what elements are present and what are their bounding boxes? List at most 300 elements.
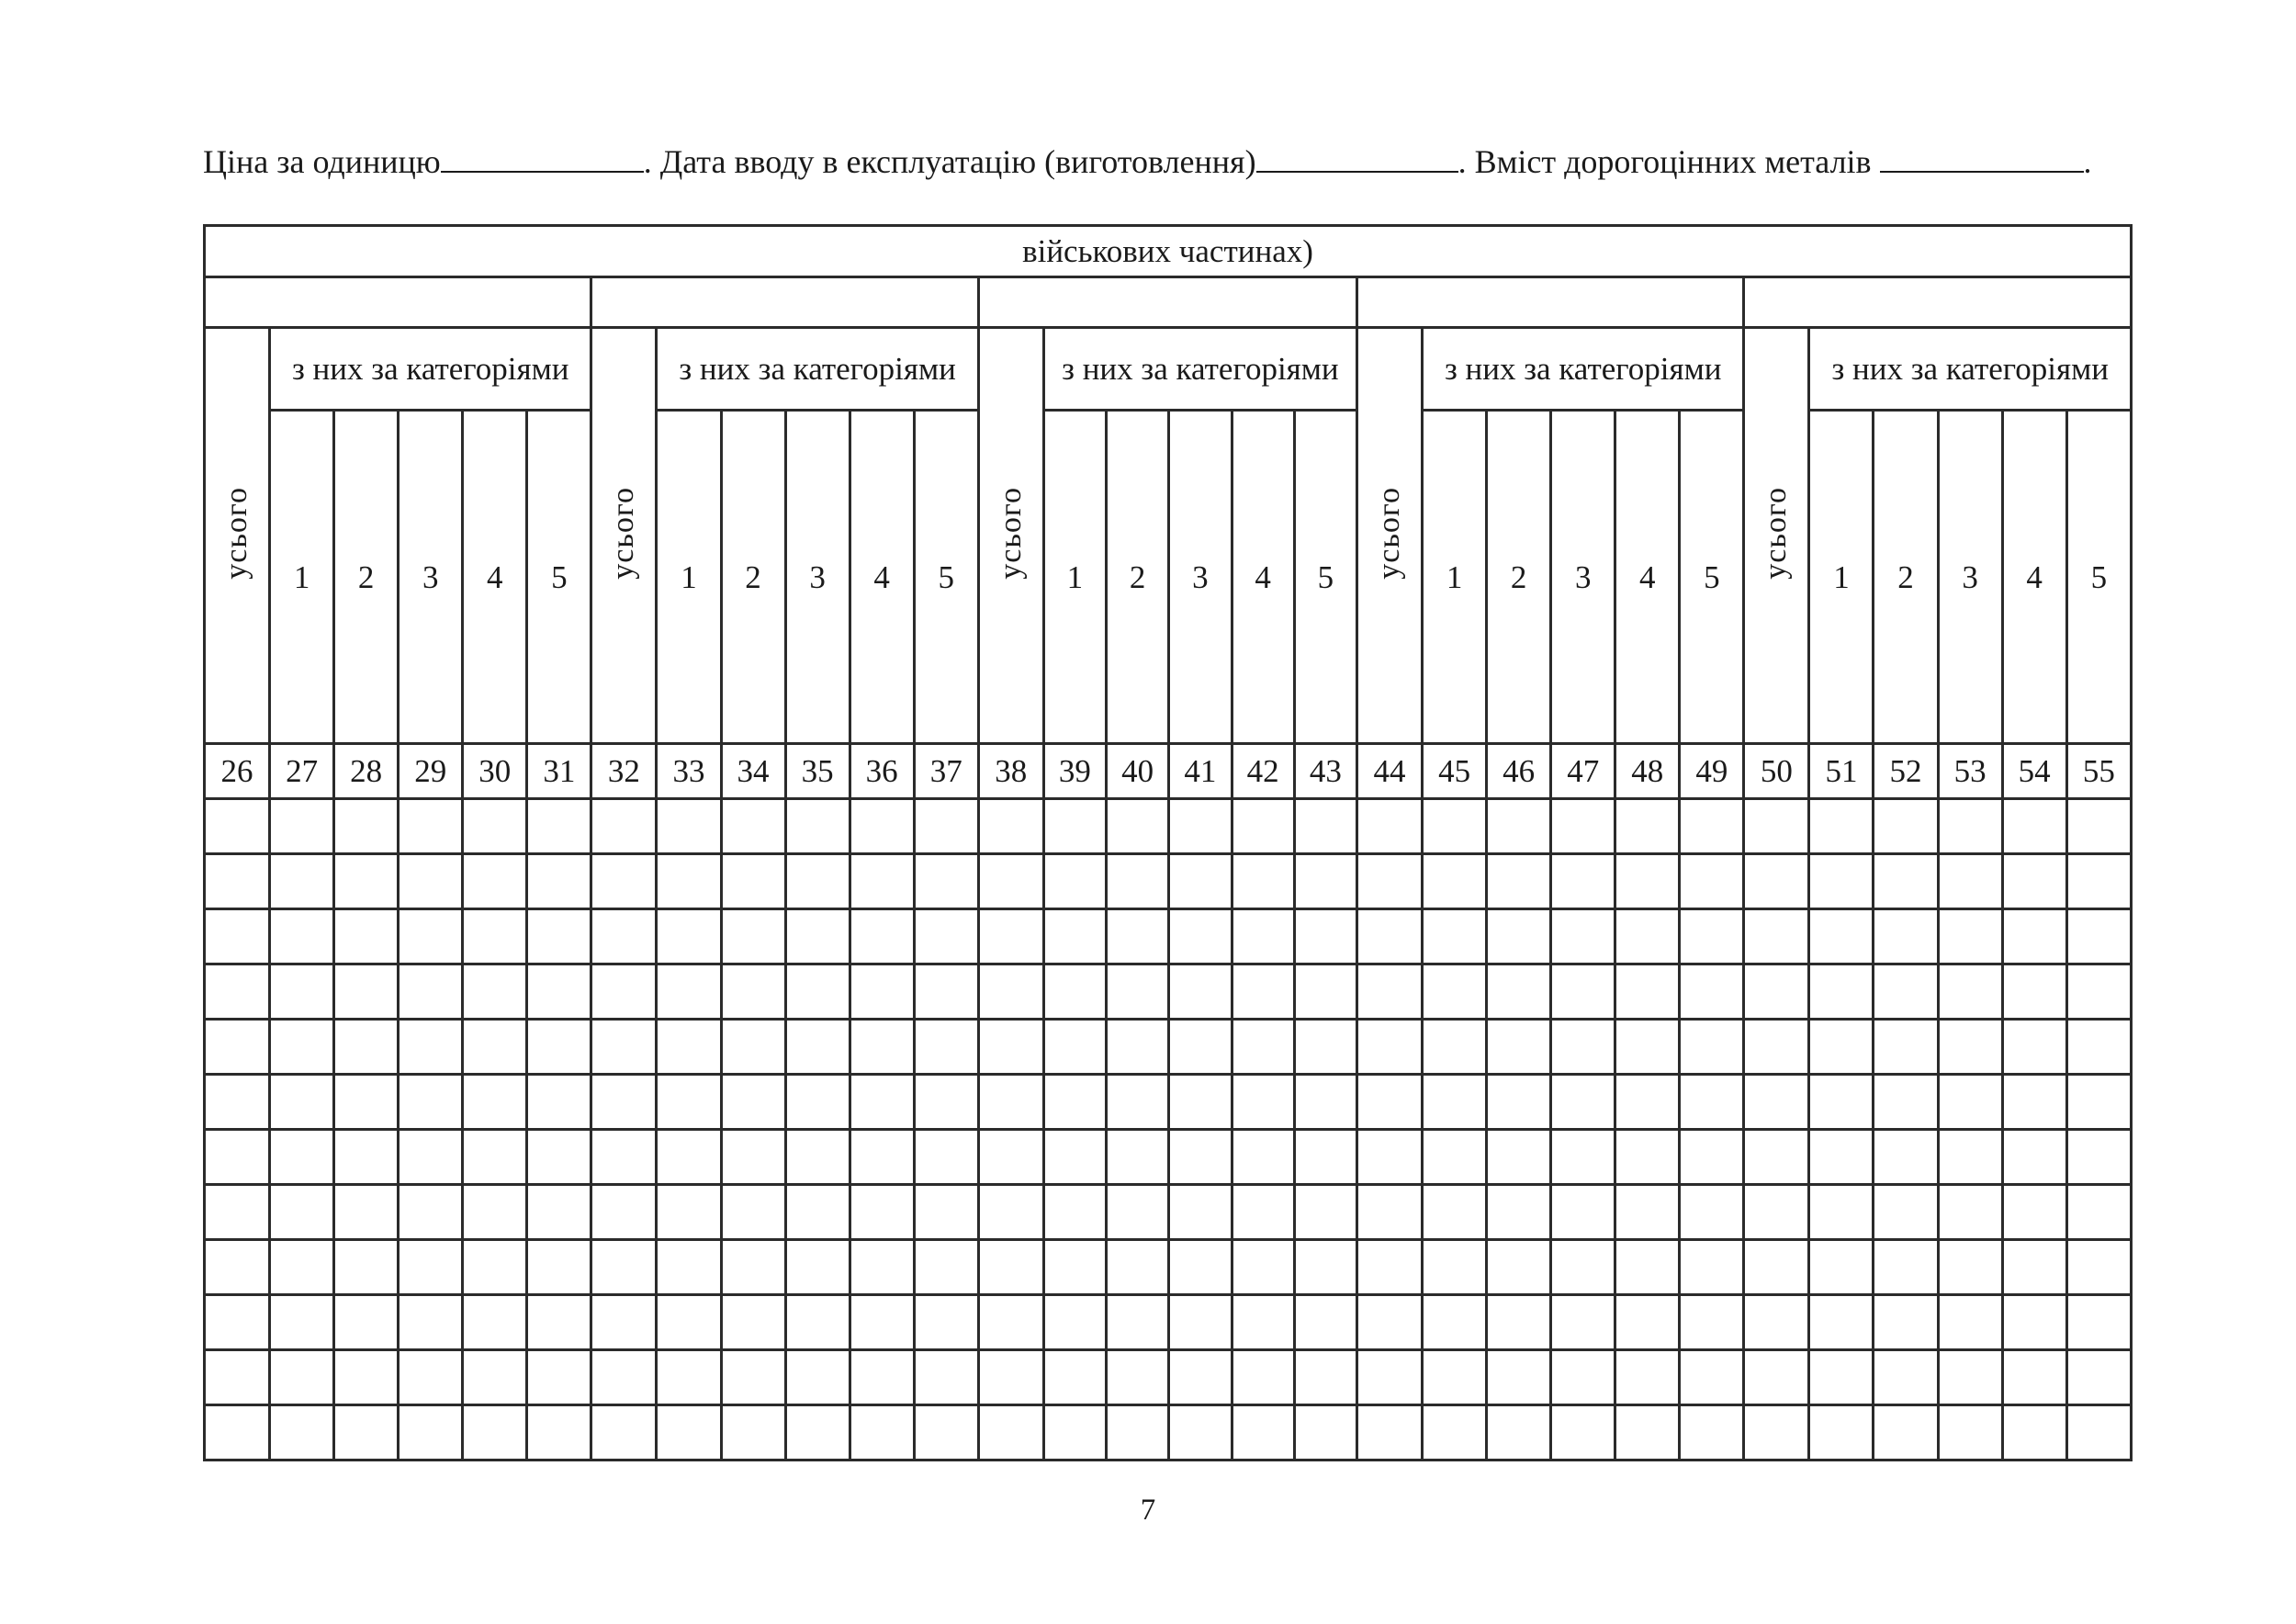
data-cell[interactable] (527, 909, 591, 964)
data-cell[interactable] (591, 909, 657, 964)
data-cell[interactable] (785, 1295, 850, 1350)
data-cell[interactable] (1874, 1350, 1938, 1405)
data-cell[interactable] (527, 1185, 591, 1240)
data-cell[interactable] (2066, 964, 2131, 1020)
data-cell[interactable] (721, 1295, 785, 1350)
data-cell[interactable] (334, 1020, 399, 1075)
data-cell[interactable] (2002, 1350, 2066, 1405)
data-cell[interactable] (721, 1185, 785, 1240)
data-cell[interactable] (1169, 1130, 1232, 1185)
data-cell[interactable] (399, 909, 463, 964)
data-cell[interactable] (1744, 1020, 1809, 1075)
data-cell[interactable] (1680, 1295, 1744, 1350)
data-cell[interactable] (1809, 799, 1874, 854)
data-cell[interactable] (1938, 909, 2002, 964)
data-cell[interactable] (2002, 1295, 2066, 1350)
data-cell[interactable] (1356, 1405, 1422, 1460)
data-cell[interactable] (591, 1020, 657, 1075)
data-cell[interactable] (2066, 1240, 2131, 1295)
data-cell[interactable] (1487, 1405, 1551, 1460)
data-cell[interactable] (2066, 1350, 2131, 1405)
data-cell[interactable] (463, 799, 527, 854)
data-cell[interactable] (785, 964, 850, 1020)
data-cell[interactable] (1938, 1350, 2002, 1405)
data-cell[interactable] (399, 1075, 463, 1130)
data-cell[interactable] (205, 799, 270, 854)
data-cell[interactable] (334, 799, 399, 854)
data-cell[interactable] (1356, 799, 1422, 854)
data-cell[interactable] (914, 1295, 978, 1350)
data-cell[interactable] (1107, 1240, 1169, 1295)
data-cell[interactable] (1169, 799, 1232, 854)
data-cell[interactable] (1744, 1240, 1809, 1295)
data-cell[interactable] (978, 1240, 1043, 1295)
data-cell[interactable] (1938, 1020, 2002, 1075)
data-cell[interactable] (1423, 909, 1487, 964)
data-cell[interactable] (1107, 1020, 1169, 1075)
data-cell[interactable] (527, 1405, 591, 1460)
data-cell[interactable] (399, 1295, 463, 1350)
data-cell[interactable] (1487, 1350, 1551, 1405)
data-cell[interactable] (1423, 1240, 1487, 1295)
data-cell[interactable] (205, 854, 270, 909)
data-cell[interactable] (1043, 1405, 1106, 1460)
data-cell[interactable] (1043, 799, 1106, 854)
data-cell[interactable] (657, 1405, 721, 1460)
data-cell[interactable] (463, 909, 527, 964)
data-cell[interactable] (591, 1240, 657, 1295)
data-cell[interactable] (1356, 1185, 1422, 1240)
data-cell[interactable] (2002, 1185, 2066, 1240)
data-cell[interactable] (657, 1020, 721, 1075)
data-cell[interactable] (205, 1185, 270, 1240)
data-cell[interactable] (1169, 1350, 1232, 1405)
data-cell[interactable] (1615, 799, 1680, 854)
data-cell[interactable] (1615, 1075, 1680, 1130)
data-cell[interactable] (1043, 964, 1106, 1020)
data-cell[interactable] (2066, 854, 2131, 909)
data-cell[interactable] (463, 1295, 527, 1350)
data-cell[interactable] (2066, 1185, 2131, 1240)
data-cell[interactable] (1680, 799, 1744, 854)
data-cell[interactable] (1169, 854, 1232, 909)
data-cell[interactable] (785, 1020, 850, 1075)
data-cell[interactable] (1551, 909, 1615, 964)
data-cell[interactable] (1294, 1130, 1356, 1185)
data-cell[interactable] (850, 1075, 914, 1130)
data-cell[interactable] (334, 1350, 399, 1405)
data-cell[interactable] (399, 854, 463, 909)
data-cell[interactable] (1551, 1295, 1615, 1350)
data-cell[interactable] (334, 964, 399, 1020)
data-cell[interactable] (850, 799, 914, 854)
data-cell[interactable] (1232, 1185, 1294, 1240)
data-cell[interactable] (2002, 1405, 2066, 1460)
data-cell[interactable] (785, 1240, 850, 1295)
data-cell[interactable] (1107, 964, 1169, 1020)
data-cell[interactable] (463, 964, 527, 1020)
data-cell[interactable] (1874, 909, 1938, 964)
data-cell[interactable] (2066, 909, 2131, 964)
data-cell[interactable] (1232, 909, 1294, 964)
data-cell[interactable] (334, 854, 399, 909)
data-cell[interactable] (1232, 854, 1294, 909)
data-cell[interactable] (591, 1075, 657, 1130)
data-cell[interactable] (1043, 854, 1106, 909)
data-cell[interactable] (591, 1350, 657, 1405)
data-cell[interactable] (1423, 964, 1487, 1020)
data-cell[interactable] (1169, 909, 1232, 964)
data-cell[interactable] (914, 1350, 978, 1405)
data-cell[interactable] (721, 1240, 785, 1295)
data-cell[interactable] (527, 854, 591, 909)
data-cell[interactable] (721, 1020, 785, 1075)
data-cell[interactable] (1551, 799, 1615, 854)
data-cell[interactable] (1356, 1295, 1422, 1350)
data-cell[interactable] (850, 1240, 914, 1295)
data-cell[interactable] (978, 1350, 1043, 1405)
data-cell[interactable] (399, 964, 463, 1020)
data-cell[interactable] (1874, 964, 1938, 1020)
data-cell[interactable] (1423, 1130, 1487, 1185)
data-cell[interactable] (527, 964, 591, 1020)
data-cell[interactable] (1294, 909, 1356, 964)
data-cell[interactable] (1356, 1020, 1422, 1075)
data-cell[interactable] (978, 964, 1043, 1020)
data-cell[interactable] (1294, 1020, 1356, 1075)
data-cell[interactable] (1938, 1405, 2002, 1460)
data-cell[interactable] (527, 1020, 591, 1075)
data-cell[interactable] (1551, 1185, 1615, 1240)
data-cell[interactable] (1232, 1295, 1294, 1350)
data-cell[interactable] (463, 1075, 527, 1130)
data-cell[interactable] (1938, 1240, 2002, 1295)
data-cell[interactable] (1232, 1405, 1294, 1460)
data-cell[interactable] (205, 1350, 270, 1405)
data-cell[interactable] (1356, 854, 1422, 909)
data-cell[interactable] (785, 1405, 850, 1460)
data-cell[interactable] (850, 964, 914, 1020)
data-cell[interactable] (1356, 909, 1422, 964)
data-cell[interactable] (1294, 1075, 1356, 1130)
data-cell[interactable] (527, 799, 591, 854)
data-cell[interactable] (1615, 964, 1680, 1020)
data-cell[interactable] (1874, 799, 1938, 854)
data-cell[interactable] (2066, 799, 2131, 854)
data-cell[interactable] (978, 1405, 1043, 1460)
data-cell[interactable] (1551, 1130, 1615, 1185)
data-cell[interactable] (914, 1020, 978, 1075)
data-cell[interactable] (1232, 1130, 1294, 1185)
data-cell[interactable] (334, 1130, 399, 1185)
data-cell[interactable] (1294, 964, 1356, 1020)
data-cell[interactable] (1356, 1130, 1422, 1185)
data-cell[interactable] (334, 1240, 399, 1295)
data-cell[interactable] (2002, 1020, 2066, 1075)
data-cell[interactable] (1809, 964, 1874, 1020)
data-cell[interactable] (463, 1350, 527, 1405)
data-cell[interactable] (270, 1075, 334, 1130)
data-cell[interactable] (1938, 1185, 2002, 1240)
data-cell[interactable] (1551, 1020, 1615, 1075)
data-cell[interactable] (1487, 1020, 1551, 1075)
data-cell[interactable] (1680, 1240, 1744, 1295)
data-cell[interactable] (270, 1240, 334, 1295)
data-cell[interactable] (591, 799, 657, 854)
data-cell[interactable] (1551, 1075, 1615, 1130)
data-cell[interactable] (850, 854, 914, 909)
data-cell[interactable] (850, 1020, 914, 1075)
data-cell[interactable] (1169, 964, 1232, 1020)
data-cell[interactable] (1874, 1240, 1938, 1295)
data-cell[interactable] (1615, 1185, 1680, 1240)
data-cell[interactable] (1107, 1185, 1169, 1240)
data-cell[interactable] (657, 1075, 721, 1130)
data-cell[interactable] (1043, 1130, 1106, 1185)
data-cell[interactable] (1487, 1130, 1551, 1185)
data-cell[interactable] (2066, 1130, 2131, 1185)
data-cell[interactable] (1356, 964, 1422, 1020)
data-cell[interactable] (1744, 799, 1809, 854)
data-cell[interactable] (1744, 1075, 1809, 1130)
data-cell[interactable] (1809, 1075, 1874, 1130)
data-cell[interactable] (1107, 909, 1169, 964)
group-header-cell[interactable] (591, 277, 978, 328)
data-cell[interactable] (527, 1295, 591, 1350)
data-cell[interactable] (978, 1020, 1043, 1075)
data-cell[interactable] (1107, 1295, 1169, 1350)
data-cell[interactable] (1938, 1295, 2002, 1350)
data-cell[interactable] (399, 799, 463, 854)
data-cell[interactable] (270, 854, 334, 909)
data-cell[interactable] (1043, 1350, 1106, 1405)
data-cell[interactable] (1809, 1350, 1874, 1405)
data-cell[interactable] (1423, 1295, 1487, 1350)
data-cell[interactable] (1744, 964, 1809, 1020)
data-cell[interactable] (1938, 1130, 2002, 1185)
data-cell[interactable] (1809, 1020, 1874, 1075)
data-cell[interactable] (1423, 1350, 1487, 1405)
data-cell[interactable] (270, 1020, 334, 1075)
data-cell[interactable] (657, 1240, 721, 1295)
data-cell[interactable] (1294, 1350, 1356, 1405)
data-cell[interactable] (205, 964, 270, 1020)
data-cell[interactable] (1232, 964, 1294, 1020)
data-cell[interactable] (1551, 1405, 1615, 1460)
data-cell[interactable] (270, 909, 334, 964)
group-header-cell[interactable] (978, 277, 1356, 328)
data-cell[interactable] (721, 854, 785, 909)
data-cell[interactable] (721, 1075, 785, 1130)
data-cell[interactable] (399, 1240, 463, 1295)
data-cell[interactable] (591, 1405, 657, 1460)
data-cell[interactable] (1107, 854, 1169, 909)
data-cell[interactable] (1615, 1295, 1680, 1350)
data-cell[interactable] (1487, 799, 1551, 854)
data-cell[interactable] (657, 1130, 721, 1185)
data-cell[interactable] (978, 909, 1043, 964)
data-cell[interactable] (2066, 1405, 2131, 1460)
data-cell[interactable] (1356, 1075, 1422, 1130)
data-cell[interactable] (205, 909, 270, 964)
data-cell[interactable] (785, 854, 850, 909)
data-cell[interactable] (334, 1185, 399, 1240)
data-cell[interactable] (1356, 1240, 1422, 1295)
data-cell[interactable] (1744, 854, 1809, 909)
data-cell[interactable] (463, 854, 527, 909)
data-cell[interactable] (1809, 909, 1874, 964)
data-cell[interactable] (205, 1405, 270, 1460)
group-header-cell[interactable] (1744, 277, 2132, 328)
data-cell[interactable] (1744, 1405, 1809, 1460)
data-cell[interactable] (1874, 1020, 1938, 1075)
data-cell[interactable] (2002, 854, 2066, 909)
data-cell[interactable] (1107, 1350, 1169, 1405)
data-cell[interactable] (721, 1405, 785, 1460)
data-cell[interactable] (978, 1295, 1043, 1350)
data-cell[interactable] (1551, 1240, 1615, 1295)
data-cell[interactable] (205, 1130, 270, 1185)
data-cell[interactable] (1938, 854, 2002, 909)
data-cell[interactable] (914, 964, 978, 1020)
data-cell[interactable] (721, 964, 785, 1020)
data-cell[interactable] (399, 1130, 463, 1185)
data-cell[interactable] (1615, 854, 1680, 909)
data-cell[interactable] (1487, 1075, 1551, 1130)
data-cell[interactable] (850, 1295, 914, 1350)
data-cell[interactable] (1809, 854, 1874, 909)
data-cell[interactable] (1938, 799, 2002, 854)
data-cell[interactable] (1874, 1405, 1938, 1460)
data-cell[interactable] (1874, 854, 1938, 909)
data-cell[interactable] (527, 1130, 591, 1185)
data-cell[interactable] (1744, 909, 1809, 964)
data-cell[interactable] (721, 1130, 785, 1185)
data-cell[interactable] (1615, 1130, 1680, 1185)
data-cell[interactable] (205, 1295, 270, 1350)
data-cell[interactable] (1043, 1185, 1106, 1240)
data-cell[interactable] (1680, 964, 1744, 1020)
data-cell[interactable] (1551, 964, 1615, 1020)
data-cell[interactable] (1107, 1130, 1169, 1185)
data-cell[interactable] (399, 1350, 463, 1405)
data-cell[interactable] (657, 1295, 721, 1350)
data-cell[interactable] (657, 964, 721, 1020)
data-cell[interactable] (850, 1130, 914, 1185)
data-cell[interactable] (334, 1405, 399, 1460)
data-cell[interactable] (1232, 799, 1294, 854)
data-cell[interactable] (1744, 1185, 1809, 1240)
data-cell[interactable] (399, 1020, 463, 1075)
data-cell[interactable] (270, 1185, 334, 1240)
data-cell[interactable] (591, 964, 657, 1020)
data-cell[interactable] (1423, 1405, 1487, 1460)
data-cell[interactable] (850, 909, 914, 964)
data-cell[interactable] (270, 1350, 334, 1405)
data-cell[interactable] (205, 1075, 270, 1130)
price-blank-field[interactable] (441, 143, 644, 173)
data-cell[interactable] (1169, 1295, 1232, 1350)
data-cell[interactable] (1551, 1350, 1615, 1405)
data-cell[interactable] (1809, 1405, 1874, 1460)
data-cell[interactable] (1809, 1185, 1874, 1240)
data-cell[interactable] (1615, 909, 1680, 964)
data-cell[interactable] (591, 1130, 657, 1185)
data-cell[interactable] (1043, 1075, 1106, 1130)
data-cell[interactable] (914, 1405, 978, 1460)
data-cell[interactable] (657, 1185, 721, 1240)
data-cell[interactable] (1294, 1240, 1356, 1295)
data-cell[interactable] (657, 799, 721, 854)
data-cell[interactable] (1423, 799, 1487, 854)
data-cell[interactable] (2002, 1130, 2066, 1185)
data-cell[interactable] (914, 1130, 978, 1185)
data-cell[interactable] (2002, 1240, 2066, 1295)
data-cell[interactable] (1043, 1295, 1106, 1350)
data-cell[interactable] (270, 799, 334, 854)
data-cell[interactable] (1874, 1185, 1938, 1240)
data-cell[interactable] (1294, 1185, 1356, 1240)
data-cell[interactable] (1874, 1075, 1938, 1130)
data-cell[interactable] (1356, 1350, 1422, 1405)
data-cell[interactable] (1551, 854, 1615, 909)
data-cell[interactable] (1615, 1240, 1680, 1295)
data-cell[interactable] (1615, 1020, 1680, 1075)
data-cell[interactable] (2002, 964, 2066, 1020)
data-cell[interactable] (1487, 1240, 1551, 1295)
data-cell[interactable] (2066, 1295, 2131, 1350)
data-cell[interactable] (914, 1185, 978, 1240)
data-cell[interactable] (527, 1240, 591, 1295)
data-cell[interactable] (463, 1240, 527, 1295)
data-cell[interactable] (1680, 1020, 1744, 1075)
data-cell[interactable] (1487, 1185, 1551, 1240)
data-cell[interactable] (1232, 1075, 1294, 1130)
data-cell[interactable] (1744, 1130, 1809, 1185)
data-cell[interactable] (1809, 1130, 1874, 1185)
data-cell[interactable] (1169, 1405, 1232, 1460)
data-cell[interactable] (463, 1130, 527, 1185)
data-cell[interactable] (914, 909, 978, 964)
data-cell[interactable] (2002, 1075, 2066, 1130)
data-cell[interactable] (205, 1240, 270, 1295)
data-cell[interactable] (785, 1185, 850, 1240)
data-cell[interactable] (334, 909, 399, 964)
data-cell[interactable] (399, 1185, 463, 1240)
data-cell[interactable] (1809, 1295, 1874, 1350)
data-cell[interactable] (1809, 1240, 1874, 1295)
data-cell[interactable] (1294, 854, 1356, 909)
data-cell[interactable] (1423, 1185, 1487, 1240)
group-header-cell[interactable] (1356, 277, 1743, 328)
data-cell[interactable] (1680, 1130, 1744, 1185)
data-cell[interactable] (721, 799, 785, 854)
data-cell[interactable] (1744, 1295, 1809, 1350)
group-header-cell[interactable] (205, 277, 591, 328)
data-cell[interactable] (463, 1405, 527, 1460)
data-cell[interactable] (1938, 964, 2002, 1020)
data-cell[interactable] (1487, 964, 1551, 1020)
data-cell[interactable] (2066, 1020, 2131, 1075)
data-cell[interactable] (1744, 1350, 1809, 1405)
data-cell[interactable] (850, 1405, 914, 1460)
data-cell[interactable] (270, 1405, 334, 1460)
data-cell[interactable] (1294, 1405, 1356, 1460)
data-cell[interactable] (850, 1350, 914, 1405)
data-cell[interactable] (334, 1295, 399, 1350)
data-cell[interactable] (1874, 1130, 1938, 1185)
data-cell[interactable] (2002, 799, 2066, 854)
